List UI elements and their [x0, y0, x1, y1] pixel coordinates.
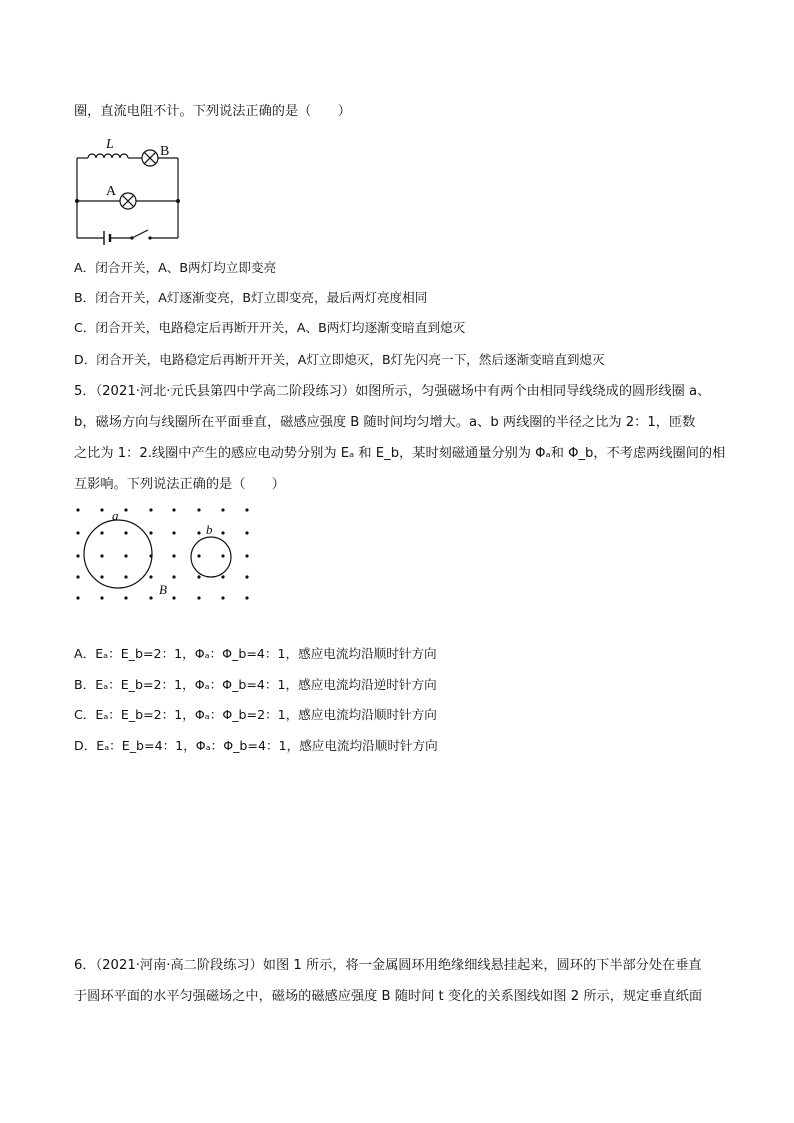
- q5-stem-line-2: b，磁场方向与线圈所在平面垂直，磁感应强度 B 随时间均匀增大。a、b 两线圈的半径之比为 2：1，匝数: [74, 415, 696, 430]
- field-dot: [221, 596, 224, 599]
- inductor-label: L: [106, 138, 114, 152]
- q5-stem-line-1: 5．（2021·河北·元氏县第四中学高二阶段练习）如图所示，匀强磁场中有两个由相同导线绕成的圆形线圈 a、: [74, 384, 711, 399]
- field-dot: [124, 531, 127, 534]
- field-dot: [245, 554, 248, 557]
- field-dot: [100, 596, 103, 599]
- circuit-diagram: [70, 138, 185, 246]
- field-dot: [197, 508, 200, 511]
- field-dot: [76, 508, 79, 511]
- field-dot: [172, 508, 175, 511]
- lamp-a-label: A: [106, 184, 117, 199]
- q5-option-a: A．Eₐ：E_b=2：1，Φₐ：Φ_b=4：1，感应电流均沿顺时针方向: [74, 646, 437, 661]
- coil-b: [191, 537, 231, 577]
- field-dot: [245, 531, 248, 534]
- field-dot: [245, 575, 248, 578]
- coil-a: [84, 520, 152, 588]
- field-dot: [149, 575, 152, 578]
- field-dot: [76, 596, 79, 599]
- field-dot: [149, 508, 152, 511]
- field-dot: [76, 575, 79, 578]
- field-dot: [197, 554, 200, 557]
- q6-stem-line-1: 6．（2021·河南·高二阶段练习）如图 1 所示，将一金属圆环用绝缘细线悬挂起来，圆环的下半部分处在垂直: [74, 958, 702, 973]
- q4-stem-tail: 圈，直流电阻不计。下列说法正确的是（ ）: [74, 104, 351, 119]
- field-dot: [100, 508, 103, 511]
- field-dot: [221, 531, 224, 534]
- lamp-b-label: B: [160, 144, 170, 159]
- field-dot: [221, 554, 224, 557]
- q4-option-d: D．闭合开关，电路稳定后再断开开关，A灯立即熄灭，B灯先闪亮一下，然后逐渐变暗直到熄灭: [74, 352, 605, 367]
- field-dot: [221, 575, 224, 578]
- field-dot: [149, 531, 152, 534]
- q4-option-b: B．闭合开关，A灯逐渐变亮，B灯立即变亮，最后两灯亮度相同: [74, 290, 428, 305]
- field-label: B: [159, 582, 167, 597]
- field-dot: [197, 531, 200, 534]
- coil-a-label: a: [112, 508, 119, 523]
- magnetic-field-diagram: [70, 500, 260, 605]
- q5-option-d: D．Eₐ：E_b=4：1，Φₐ：Φ_b=4：1，感应电流均沿顺时针方向: [74, 738, 438, 753]
- field-dot: [149, 596, 152, 599]
- coil-b-label: b: [206, 522, 213, 537]
- q5-option-c: C．Eₐ：E_b=2：1，Φₐ：Φ_b=2：1，感应电流均沿顺时针方向: [74, 707, 437, 722]
- q5-stem-line-3: 之比为 1：2.线圈中产生的感应电动势分别为 Eₐ 和 E_b，某时刻磁通量分别为 Φₐ和 Φ_b，不考虑两线圈间的相: [74, 446, 726, 461]
- field-dot: [245, 596, 248, 599]
- q6-stem-line-2: 于圆环平面的水平匀强磁场之中，磁场的磁感应强度 B 随时间 t 变化的关系图线如图 2 所示，规定垂直纸面: [74, 989, 703, 1004]
- field-dot: [197, 575, 200, 578]
- field-dot: [100, 554, 103, 557]
- field-dot: [124, 508, 127, 511]
- field-dot: [124, 575, 127, 578]
- field-dot: [197, 596, 200, 599]
- q5-option-b: B．Eₐ：E_b=2：1，Φₐ：Φ_b=4：1，感应电流均沿逆时针方向: [74, 677, 437, 692]
- field-dot: [124, 596, 127, 599]
- q4-option-c: C．闭合开关，电路稳定后再断开开关，A、B两灯均逐渐变暗直到熄灭: [74, 320, 466, 335]
- q4-option-a: A．闭合开关，A、B两灯均立即变亮: [74, 260, 277, 275]
- field-dot: [172, 575, 175, 578]
- field-dot: [100, 575, 103, 578]
- field-dot: [221, 508, 224, 511]
- q5-stem-line-4: 互影响。下列说法正确的是（ ）: [74, 477, 285, 492]
- field-dot: [172, 554, 175, 557]
- field-dot: [100, 531, 103, 534]
- field-dot: [245, 508, 248, 511]
- field-dot: [172, 531, 175, 534]
- field-dot: [76, 554, 79, 557]
- field-dot: [76, 531, 79, 534]
- field-dot: [172, 596, 175, 599]
- field-dot: [124, 554, 127, 557]
